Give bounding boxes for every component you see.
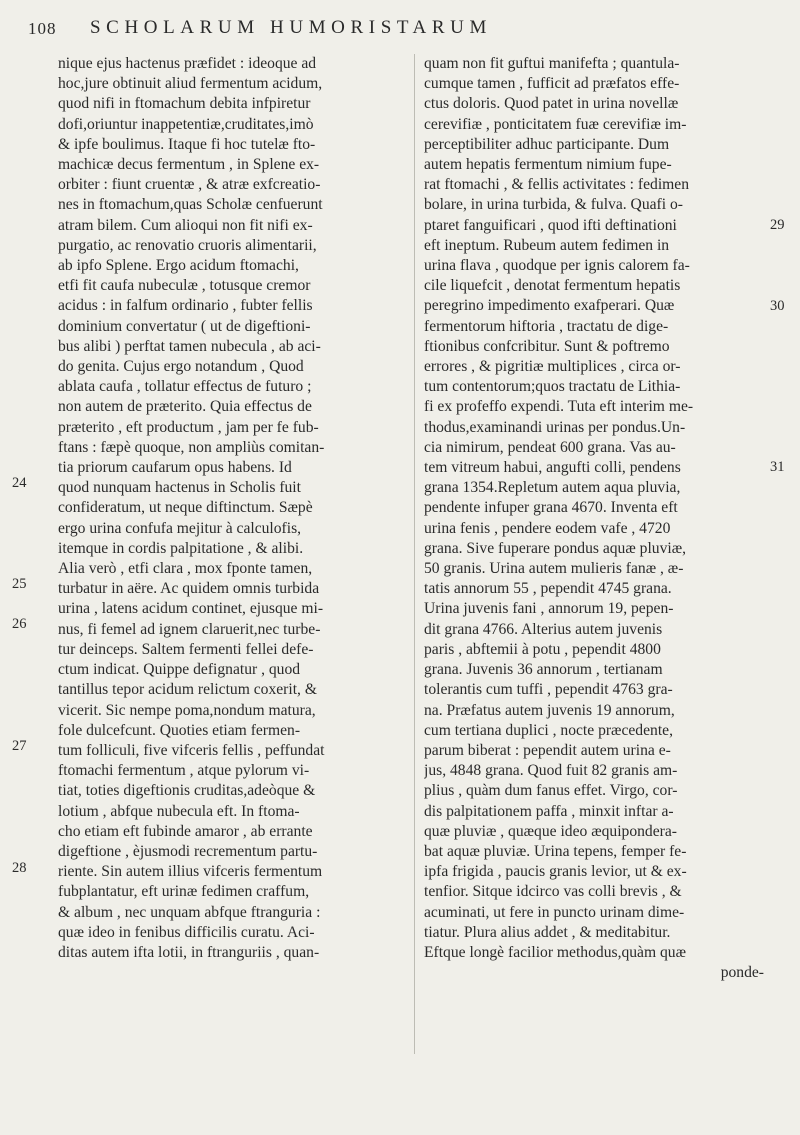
text-line: riente. Sin autem illius vifceris fermentum [58,863,323,881]
text-line: tatis annorum 55 , pependit 4745 grana. [424,580,672,598]
text-line: pendente infuper grana 4670. Inventa eft [424,499,678,517]
text-line: orbiter : fiunt cruentæ , & atræ exfcreatio- [58,176,321,194]
text-line: tolerantis cum tuffi , pependit 4763 gra- [424,681,673,699]
text-line: lotium , abfque nubecula eft. In ftoma- [58,802,300,820]
left-text-column [58,54,404,963]
text-line: rat ftomachi , & fellis activitates : fedimen [424,176,690,194]
text-line: thodus,examinandi urinas per pondus.Un- [424,418,686,436]
text-line: dominium convertatur ( ut de digeftioni- [58,317,311,335]
text-line: tem vitreum habui, angufti colli, pendens [424,459,681,477]
text-line: quam non fit guftui manifefta ; quantula- [424,55,680,72]
text-line: præterito , eft productum , jam per fe fub- [58,418,319,436]
margin-number: 26 [12,616,27,632]
text-line: 50 granis. Urina autem mulieris fanæ , æ- [424,560,684,578]
margin-number: 24 [12,475,27,491]
text-line: nus, fi femel ad ignem claruerit,nec turbe- [58,620,321,638]
text-line: quæ pluviæ , quæque ideo æquipondera- [424,822,677,840]
text-line: tia priorum caufarum opus habens. Id [58,459,292,477]
text-line: Eftque longè facilior methodus,quàm quæ [424,943,687,961]
text-line: bat aquæ pluviæ. Urina tepens, femper fe- [424,842,687,860]
text-line: tenfior. Sitque idcirco vas colli brevis , & [424,883,682,901]
text-line: nes in ftomachum,quas Scholæ cenfuerunt [58,196,323,214]
margin-number: 27 [12,738,27,754]
margin-number: 31 [770,459,785,475]
text-line: ipfa frigida , paucis granis levior, ut & ex- [424,863,687,881]
text-line: ftomachi fermentum , atque pylorum vi- [58,762,310,780]
text-line: confideratum, ut neque diftinctum. Sæpè [58,499,313,517]
text-line: tum folliculi, five vifceris fellis , peffundat [58,741,325,759]
text-line: plius , quàm dum fanus effet. Virgo, cor- [424,782,678,800]
text-line: machicæ decus fermentum , in Splene ex- [58,156,320,174]
text-line: dis palpitationem paffa , minxit inftar a- [424,802,674,820]
text-line: cumque tamen , fufficit ad præfatos effe- [424,75,680,93]
text-line: parum biberat : pependit autem urina e- [424,741,671,759]
text-line: hoc,jure obtinuit aliud fermentum acidum, [58,75,323,93]
text-line: itemque in cordis palpitatione , & alibi. [58,539,304,557]
text-line: Urina juvenis fani , annorum 19, pepen- [424,600,674,618]
text-line: acidus : in falfum ordinario , fubter fellis [58,297,313,315]
text-line: fermentorum hiftoria , tractatu de dige- [424,317,669,335]
text-line: ergo urina confufa mejitur à calculofis, [58,519,302,537]
text-line: dofi,oriuntur inappetentiæ,cruditates,imò [58,115,314,133]
text-line: na. Præfatus autem juvenis 19 annorum, [424,701,675,719]
text-line: ditas autem ifta lotii, in ftranguriis , quan- [58,943,320,961]
text-line: bolare, in urina turbida, & fulva. Quafi o- [424,196,683,214]
margin-number: 25 [12,576,27,592]
text-line: bus alibi ) perftat tamen nubecula , ab aci- [58,337,321,355]
text-line: non autem de præterito. Quia effectus de [58,398,312,416]
column-divider [414,54,415,1054]
text-line: ftans : fæpè quoque, non ampliùs comitan- [58,438,325,456]
text-line: peregrino impedimento exafperari. Quæ [424,297,675,315]
text-line: vicerit. Sic nempe poma,nondum matura, [58,701,316,719]
page-header [28,13,728,47]
text-line: quod nunquam hactenus in Scholis fuit [58,479,301,497]
text-line: paris , abftemii à potu , pependit 4800 [424,640,661,658]
text-line: grana. Juvenis 36 annorum , tertianam [424,661,663,679]
text-line: etfi fit caufa nubeculæ , totusque cremor [58,277,311,295]
text-line: ptaret fanguificari , quod ifti deftinationi [424,216,677,234]
text-line: ctus doloris. Quod patet in urina novellæ [424,95,679,113]
text-line: grana. Sive fuperare pondus aquæ pluviæ, [424,539,687,557]
text-line: perceptibiliter adhuc participante. Dum [424,135,670,153]
text-line: digeftione , èjusmodi recrementum partu- [58,842,318,860]
text-line: urina , latens acidum continet, ejusque mi- [58,600,324,618]
text-line: turbatur in aëre. Ac quidem omnis turbida [58,580,320,598]
text-line: fubplantatur, eft urinæ fedimen craffum, [58,883,310,901]
margin-number: 29 [770,217,785,233]
text-line: ponde- [720,964,764,982]
running-title: SCHOLARUM HUMORISTARUM [90,17,492,38]
text-line: autem hepatis fermentum nimium fupe- [424,156,672,174]
text-line: ablata caufa , tollatur effectus de futuro ; [58,378,312,396]
text-line: tiatur. Plura alius addet , & meditabitur. [424,923,671,941]
text-line: urina fenis , pendere eodem vafe , 4720 [424,519,671,537]
text-line: nique ejus hactenus præfidet : ideoque ad [58,55,317,72]
text-line: quæ ideo in fenibus difficilis curatu. Aci- [58,923,315,941]
text-line: acuminati, ut fere in puncto urinam dime- [424,903,685,921]
text-line: grana 1354.Repletum autem aqua pluvia, [424,479,681,497]
text-line: cho etiam eft fubinde amaror , ab errante [58,822,313,840]
text-line: & ipfe boulimus. Itaque fi hoc tutelæ fto- [58,135,316,153]
text-line: fole dulcefcunt. Quoties etiam fermen- [58,721,301,739]
margin-number: 30 [770,298,785,314]
text-line: urina flava , quodque per ignis calorem fa- [424,257,690,275]
text-line: ab ipfo Splene. Ergo acidum ftomachi, [58,257,299,275]
text-line: jus, 4848 grana. Quod fuit 82 granis am- [424,762,678,780]
text-line: & album , nec unquam abfque ftranguria : [58,903,321,921]
text-line: tantillus tepor acidum relictum coxerit, & [58,681,317,699]
text-line: ftionibus confcribitur. Sunt & poftremo [424,337,670,355]
text-line: cia nimirum, pendeat 600 grana. Vas au- [424,438,676,456]
margin-number: 28 [12,860,27,876]
text-line: Alia verò , etfi clara , mox fponte tamen, [58,560,313,578]
text-line: quod nifi in ftomachum debita infpiretur [58,95,311,113]
text-line: atram bilem. Cum alioqui non fit nifi ex- [58,216,313,234]
text-line: tum contentorum;quos tractatu de Lithia- [424,378,681,396]
text-line: errores , & pigritiæ multiplices , circa or- [424,358,681,376]
text-line: fi ex profeffo expendi. Tuta eft interim me- [424,398,694,416]
right-text-column [424,54,764,983]
text-line: eft ineptum. Rubeum autem fedimen in [424,236,670,254]
text-line: tur deinceps. Saltem fermenti fellei defe- [58,640,314,658]
text-line: purgatio, ac renovatio cruoris alimentarii, [58,236,317,254]
text-line: cerevifiæ , ponticitatem fuæ cerevifiæ im- [424,115,687,133]
text-line: cum tertiana duplici , nocte præcedente, [424,721,673,739]
text-line: tiat, toties digeftionis cruditas,adeòque & [58,782,316,800]
text-line: cile liquefcit , denotat fermentum hepatis [424,277,681,295]
page-number: 108 [28,19,57,38]
text-line: do genita. Cujus ergo notandum , Quod [58,358,304,376]
text-line: ctum indicat. Quippe defignatur , quod [58,661,301,679]
text-line: dit grana 4766. Alterius autem juvenis [424,620,663,638]
